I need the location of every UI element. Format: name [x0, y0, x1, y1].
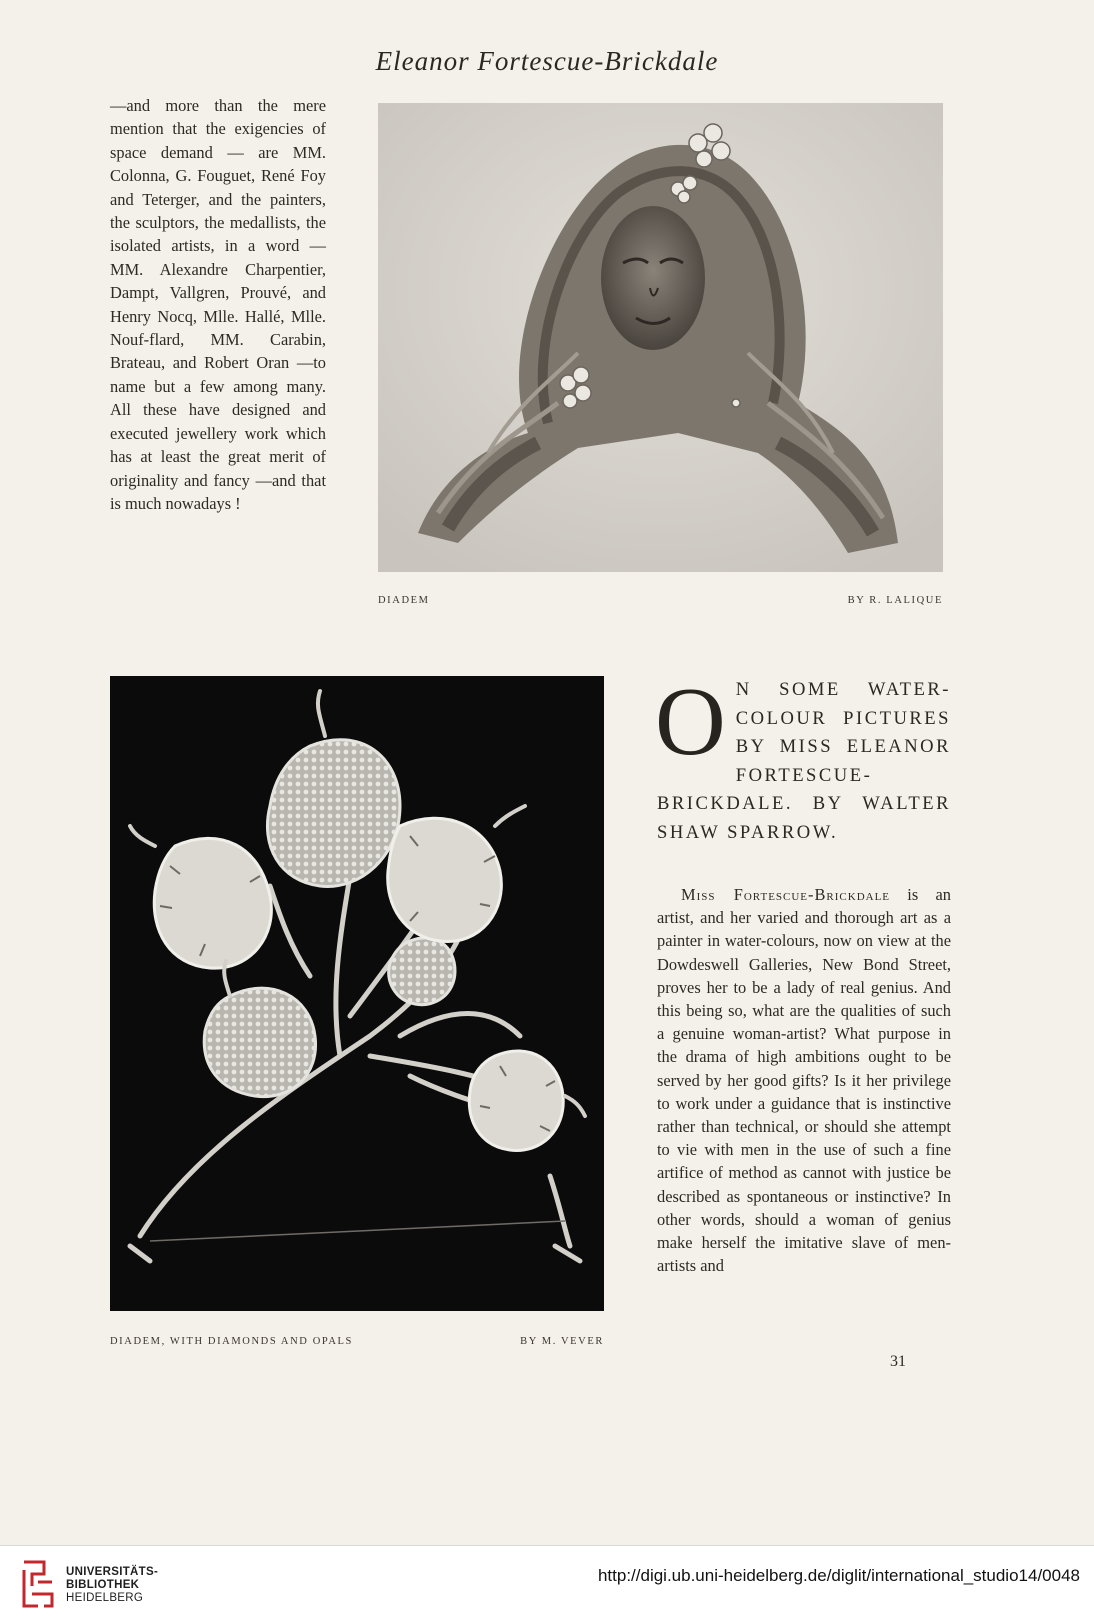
drop-cap: O	[655, 668, 726, 776]
article-body	[657, 883, 951, 1277]
figure2-caption-title: DIADEM, WITH DIAMONDS AND OPALS	[110, 1336, 353, 1347]
figure1-caption-credit: BY R. LALIQUE	[847, 595, 943, 606]
library-name-line3: HEIDELBERG	[66, 1592, 144, 1604]
diadem-lalique-illustration	[378, 103, 943, 572]
left-column-text	[110, 94, 326, 515]
figure2-caption-credit: BY M. VEVER	[520, 1336, 604, 1347]
library-name-line2: BIBLIOTHEK	[66, 1579, 140, 1591]
university-library-logo-icon	[18, 1556, 58, 1612]
article-paragraph	[657, 883, 951, 1277]
article-body-text: is an artist, and her varied and thorough art as a painter in water-colours, now on view at the Dowdeswell Galleries, New Bond Street, proves her to be a lady of real genius. And this being so, what are the qualities of such a genuine woman-artist? What purpose in the drama of high ambitions ought to be served by her good gifts? Is it her privilege to work under a guidance that is instinctive rather than technical, or should she attempt to vie with men in the use of such a fine artifice of method as cannot with justice be described as spontaneous or instinctive? In other words, should a woman of genius make herself the imitative slave of men-artists and	[657, 885, 951, 1276]
article-heading	[655, 668, 951, 847]
library-name-line1: UNIVERSITÄTS-	[66, 1566, 159, 1578]
diadem-lalique-photo	[378, 103, 943, 572]
article-lead-name: Miss Fortescue-Brickdale	[681, 885, 891, 904]
article-heading-text: N SOME WATER-COLOUR PICTURES BY MISS ELEANOR FORTESCUE-BRICKDALE. BY WALTER SHAW SPARROW.	[657, 679, 951, 843]
diadem-vever-illustration	[110, 676, 604, 1311]
source-url-link[interactable]: http://digi.ub.uni-heidelberg.de/diglit/international_studio14/0048	[597, 1566, 1080, 1585]
page-number: 31	[890, 1353, 906, 1370]
left-column-paragraph: —and more than the mere mention that the exigencies of space demand — are MM. Colonna, G. Fouguet, René Foy and Teterger, and the painters, the sculptors, the medallists, the isolated artists, in a word —MM. Alexandre Charpentier, Dampt, Vallgren, Prouvé, and Henry Nocq, Mlle. Hallé, Mlle. Nouf-flard, MM. Carabin, Brateau, and Robert Oran —to name but a few among many. All these have designed and executed jewellery work which has at least the great merit of originality and fancy —and that is much nowadays !	[110, 96, 326, 513]
library-name	[66, 1566, 158, 1605]
footer-bar	[0, 1545, 1094, 1623]
figure1-caption-title: DIADEM	[378, 595, 430, 606]
diadem-vever-photo	[110, 676, 604, 1311]
running-header: Eleanor Fortescue-Brickdale	[375, 46, 719, 76]
